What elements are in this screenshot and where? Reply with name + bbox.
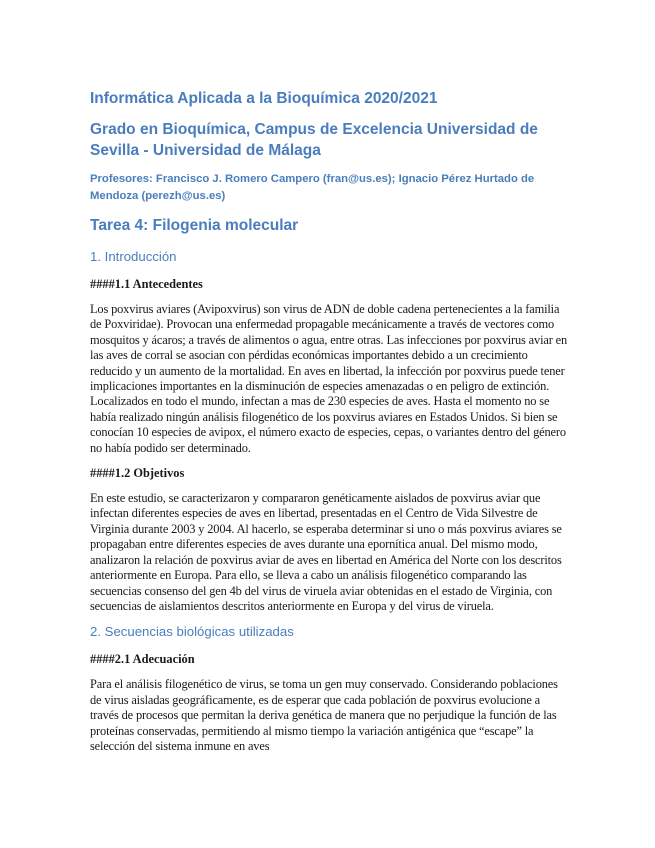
paragraph: Para el análisis filogenético de virus, se toma un gen muy conservado. Considerando poblaciones de virus aisladas geográficamente, es de esperar que cada población de poxvirus evolucione a través de procesos que permitan la deriva genética de manera que no perjudique la función de las proteínas conservadas, permitiendo al mismo tiempo la variación antigénica que “escape” la selección del sistema inmune en aves — [90, 677, 558, 753]
subsection-heading: ####1.2 Objetivos — [90, 466, 185, 481]
section-introduccion — [90, 248, 568, 614]
document-subtitle: Grado en Bioquímica, Campus de Excelencia Universidad de Sevilla - Universidad de Málaga — [90, 121, 538, 159]
subsection-heading: ####2.1 Adecuación — [90, 652, 195, 667]
task-title: Tarea 4: Filogenia molecular — [90, 217, 299, 234]
paragraph: Los poxvirus aviares (Avipoxvirus) son virus de ADN de doble cadena pertenecientes a la familia de Poxviridae). Provocan una enfermedad propagable mecánicamente a través de vectores como mosquitos y ácaros; a través de alimentos o agua, entre otras. Las infecciones por poxvirus aviar en las aves de corral se asocian con pérdidas económicas importantes debido a un crecimiento reducido y un aumento de la mortalidad. En aves en libertad, la infección por poxvirus puede tener implicaciones importantes en la disminución de especies amenazadas o en peligro de extinción. Localizados en todo el mundo, infectan a mas de 230 especies de aves. Hasta el momento no se había realizado ningún análisis filogenético de los poxvirus aviares en Estados Unidos. Si bien se conocían 10 especies de avipox, el número exacto de especies, cepas, o variantes dentro del género no había podido ser determinado. — [90, 302, 568, 455]
subsection-antecedentes — [90, 276, 568, 456]
section-secuencias — [90, 623, 568, 754]
professors-line: Profesores: Francisco J. Romero Campero (fran@us.es); Ignacio Pérez Hurtado de Mendoza (perezh@us.es) — [90, 173, 535, 202]
document-title: Informática Aplicada a la Bioquímica 2020/2021 — [90, 90, 438, 107]
paragraph: En este estudio, se caracterizaron y compararon genéticamente aislados de poxvirus aviar que infectan diferentes especies de aves en libertad, presentadas en el Centro de Vida Silvestre de Virginia durante 2003 y 2004. Al hacerlo, se esperaba determinar si uno o más poxvirus aviares se propagaban entre diferentes especies de aves durante una epornítica anual. Del mismo modo, analizaron la relación de poxvirus aviar de aves en libertad en América del Norte con los descritos anteriormente en Europa. Para ello, se lleva a cabo un análisis filogenético comparando las secuencias consenso del gen 4b del virus de viruela aviar obtenidas en el estado de Virginia, con secuencias de aislamientos descritos anteriormente en Europa y del virus de viruela. — [90, 491, 562, 613]
section-heading: 2. Secuencias biológicas utilizadas — [90, 624, 294, 640]
subsection-heading: ####1.1 Antecedentes — [90, 277, 203, 291]
subsection-adecuacion — [90, 651, 568, 754]
section-heading: 1. Introducción — [90, 249, 177, 264]
subsection-objetivos — [90, 465, 568, 614]
document-page — [90, 88, 568, 763]
